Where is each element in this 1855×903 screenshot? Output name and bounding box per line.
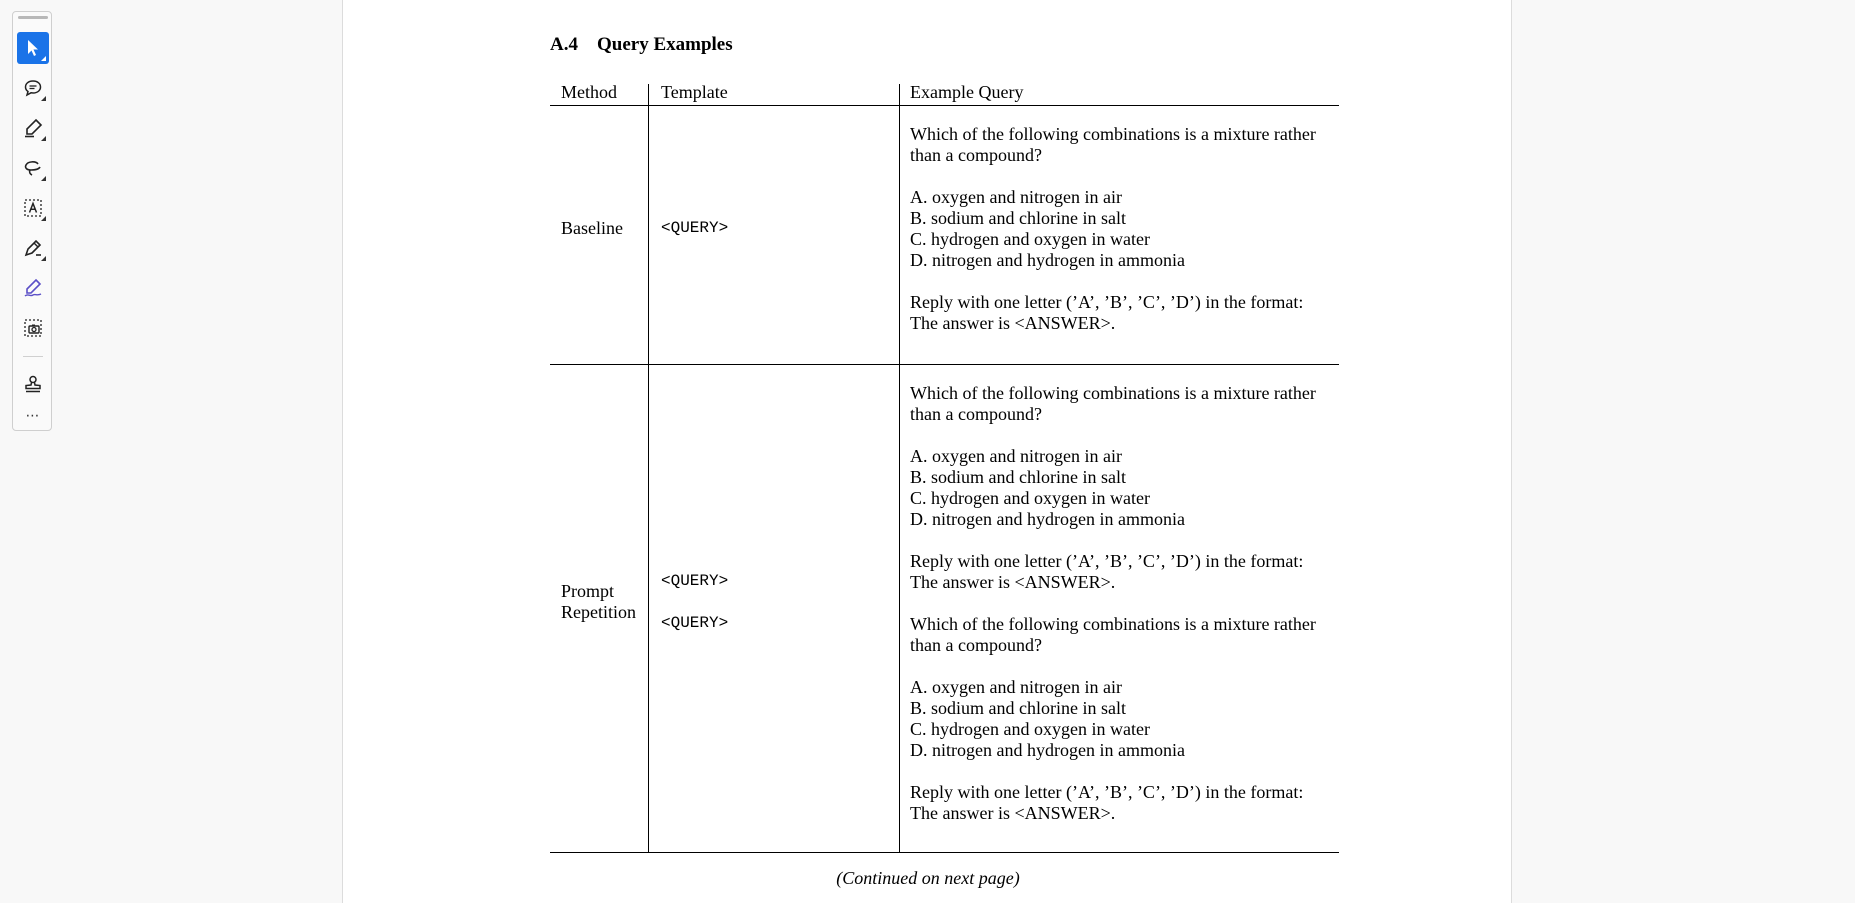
table-bottom-rule [550, 852, 1339, 853]
query-question-line: than a compound? [910, 145, 1042, 165]
table-row-rule [550, 364, 1339, 365]
query-option: D. nitrogen and hydrogen in ammonia [910, 250, 1185, 270]
query-option: C. hydrogen and oxygen in water [910, 229, 1150, 249]
query-option: B. sodium and chlorine in salt [910, 467, 1126, 487]
continued-note: (Continued on next page) [836, 868, 1020, 888]
query-question-line: Which of the following combinations is a mixture rather [910, 383, 1316, 403]
query-option: A. oxygen and nitrogen in air [910, 677, 1122, 697]
row-method [561, 581, 636, 623]
table-column-divider [648, 84, 649, 852]
query-reply-instruction: Reply with one letter (’A’, ’B’, ’C’, ’D’) in the format: [910, 551, 1304, 571]
toolbar-drag-handle[interactable] [18, 16, 48, 19]
annotation-toolbar [12, 11, 52, 431]
query-reply-format: The answer is <ANSWER>. [910, 313, 1116, 333]
row-template: <QUERY> [661, 219, 729, 237]
query-question-line: Which of the following combinations is a mixture rather [910, 124, 1316, 144]
column-header-template: Template [661, 82, 728, 102]
query-option: C. hydrogen and oxygen in water [910, 719, 1150, 739]
row-template: <QUERY> [661, 572, 729, 590]
query-reply-format: The answer is <ANSWER>. [910, 803, 1116, 823]
section-title: Query Examples [597, 34, 733, 55]
stamp-icon [22, 373, 44, 395]
query-option: D. nitrogen and hydrogen in ammonia [910, 509, 1185, 529]
query-option: B. sodium and chlorine in salt [910, 698, 1126, 718]
example-query [910, 124, 1316, 334]
table-column-divider [899, 84, 900, 852]
comment-tool-button[interactable] [17, 72, 49, 104]
sign-tool-button[interactable] [17, 272, 49, 304]
signature-icon [22, 277, 44, 299]
snapshot-tool-button[interactable] [17, 312, 49, 344]
query-option: A. oxygen and nitrogen in air [910, 187, 1122, 207]
more-tools-button[interactable]: ⋯ [25, 408, 41, 424]
select-tool-button[interactable] [17, 32, 49, 64]
query-question-line: than a compound? [910, 635, 1042, 655]
query-option: B. sodium and chlorine in salt [910, 208, 1126, 228]
row-template: <QUERY> [661, 614, 729, 632]
toolbar-separator [23, 356, 43, 357]
section-number: A.4 [550, 34, 578, 55]
query-question-line: than a compound? [910, 404, 1042, 424]
example-query [910, 383, 1316, 824]
row-method-line: Prompt [561, 581, 615, 601]
query-reply-instruction: Reply with one letter (’A’, ’B’, ’C’, ’D’) in the format: [910, 292, 1304, 312]
query-reply-instruction: Reply with one letter (’A’, ’B’, ’C’, ’D’) in the format: [910, 782, 1304, 802]
row-method-line: Repetition [561, 602, 636, 622]
document-page [342, 0, 1512, 903]
stamp-tool-button[interactable] [17, 368, 49, 400]
query-option: D. nitrogen and hydrogen in ammonia [910, 740, 1185, 760]
draw-tool-button[interactable] [17, 232, 49, 264]
highlight-tool-button[interactable] [17, 112, 49, 144]
query-question-line: Which of the following combinations is a mixture rather [910, 614, 1316, 634]
column-header-method: Method [561, 82, 617, 102]
table-header-rule [550, 105, 1339, 106]
camera-select-icon [22, 317, 44, 339]
query-option: C. hydrogen and oxygen in water [910, 488, 1150, 508]
section-heading [550, 34, 733, 56]
query-reply-format: The answer is <ANSWER>. [910, 572, 1116, 592]
freehand-tool-button[interactable] [17, 152, 49, 184]
row-method: Baseline [561, 218, 623, 238]
column-header-example-query: Example Query [910, 82, 1024, 102]
text-box-tool-button[interactable] [17, 192, 49, 224]
query-option: A. oxygen and nitrogen in air [910, 446, 1122, 466]
